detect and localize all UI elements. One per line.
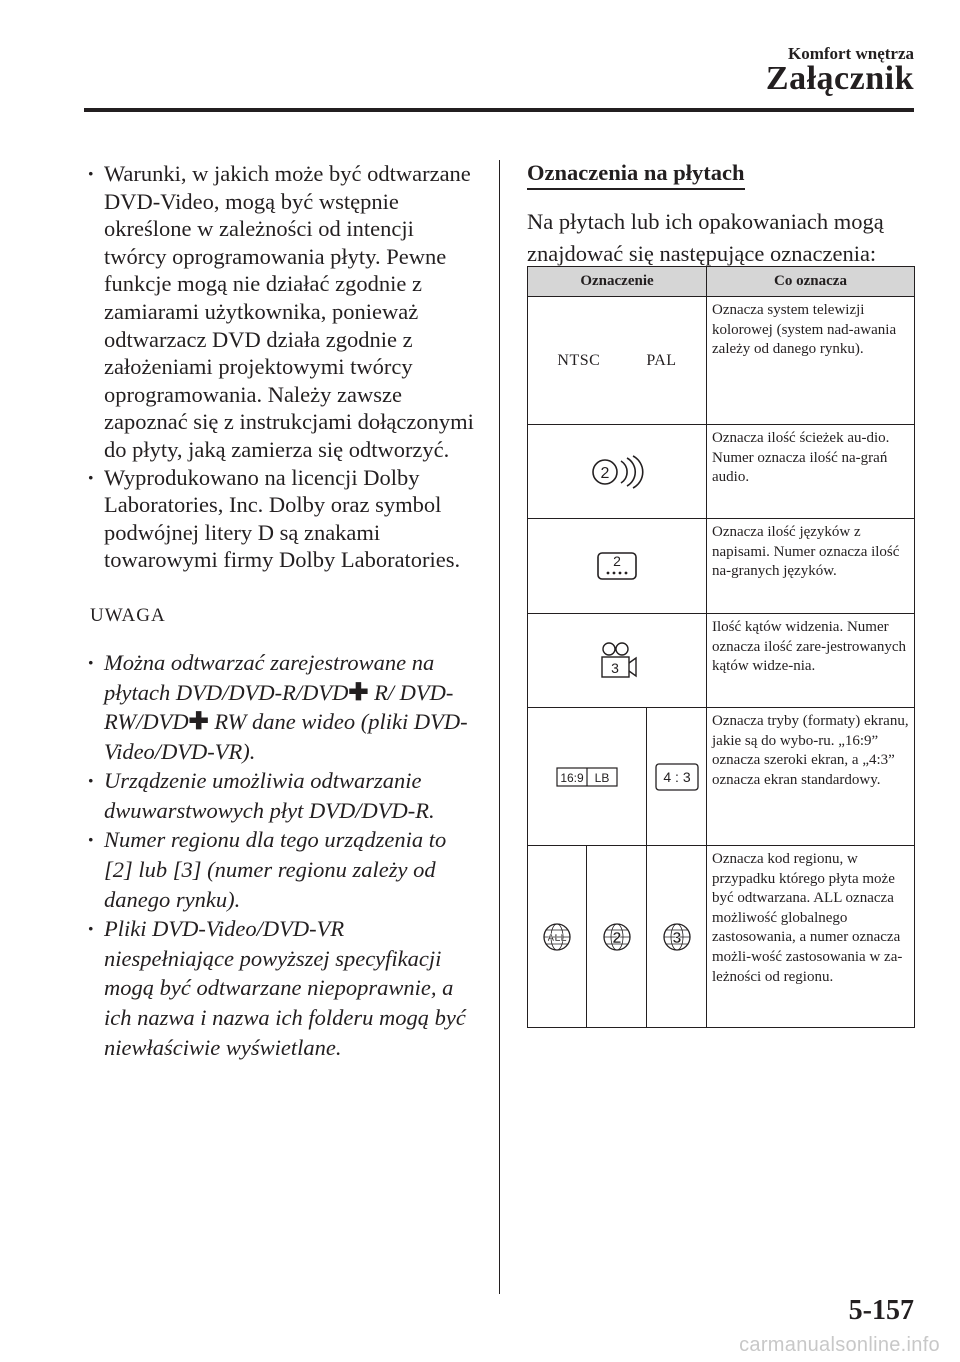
left-column [84,160,479,1062]
description-cell: Oznacza ilość ścieżek au-dio. Numer oznacza ilość na-grań audio. [707,425,915,519]
chapter-title: Załącznik [765,60,914,97]
disc-marks-table [527,266,915,1028]
symbol-cell [528,425,707,519]
ntsc-label: NTSC [557,351,601,369]
table-row [528,519,915,614]
camera-angles-icon [595,641,639,681]
symbol-cell [528,846,587,1028]
note-list [84,648,479,1062]
subtitles-icon [594,551,640,581]
header-rule [84,108,914,112]
section-heading: Oznaczenia na płytach [527,160,745,190]
watermark: carmanualsonline.info [739,1334,940,1356]
section-name: Komfort wnętrza [787,44,914,63]
audio-tracks-icon [589,455,645,489]
standard-label: 4 : 3 [662,768,691,785]
table-row [528,614,915,708]
description-cell: Ilość kątów widzenia. Numer oznacza ilość zare-jestrowanych kątów widze-nia. [707,614,915,708]
plus-icon: ✚ [188,709,209,736]
table-header-row [528,267,915,297]
symbol-cell [528,519,707,614]
note-item: · Urządzenie umożliwia odtwarzanie dwuwarstwowych płyt DVD/DVD-R. [84,766,479,825]
pal-label: PAL [646,351,677,369]
description-cell: Oznacza kod regionu, w przypadku którego płyta może być odtwarzana. ALL oznacza możliwość globalnego zastosowania, a numer oznacza możli-wość zastosowania w za-leżności od regionu. [707,846,915,1028]
symbol-cell [528,297,707,425]
symbol-cell [647,708,707,846]
region-all-globe-icon [542,922,572,952]
region-2-globe-icon [602,922,632,952]
bullet-item: · Warunki, w jakich może być odtwarzane DVD-Video, mogą być wstępnie określone w zależności od intencji twórcy oprogramowania płyty. Pewne funkcje mogą nie działać zgodnie z zamiarami użytkownika, ponieważ odtwarzacz DVD działa zgodnie z założeniami projektowymi twórcy oprogramowania. Należy zawsze zapoznać się z instrukcjami dołączonymi do płyty, jaką zamierza się odtworzyć. [84,160,479,464]
description-cell: Oznacza system telewizji kolorowej (system nad-awania zależy od danego rynku). [707,297,915,425]
symbol-cell [647,846,707,1028]
symbol-cell [528,614,707,708]
bullet-list [84,160,479,574]
symbol-cell [528,708,647,846]
note-item: · Pliki DVD-Video/DVD-VR niespełniające powyższej specyfikacji mogą być odtwarzane niepoprawnie, a ich nazwa i nazwa ich folderu mogą być niewłaściwie wyświetlane. [84,914,479,1062]
plus-icon: ✚ [348,679,369,706]
table-row [528,846,915,1028]
description-cell: Oznacza ilość języków z napisami. Numer oznacza ilość na-granych języków. [707,519,915,614]
note-text: Można odtwarzać zarejestrowane na płytach DVD/DVD-R/DVD [104,649,435,705]
widescreen-lb-icon [556,767,618,787]
right-column [527,160,914,270]
column-divider [499,160,500,1294]
note-item [84,648,479,766]
table-row [528,425,915,519]
symbol-cell [587,846,647,1028]
angle-count: 3 [611,659,619,676]
note-text: R/ DVD-RW/DVD [104,679,454,735]
audio-track-count: 2 [600,464,610,482]
letterbox-label: LB [594,770,610,785]
intro-text: Na płytach lub ich opakowaniach mogą znajdować się następujące oznaczenia: [527,209,884,266]
bullet-item: · Wyprodukowano na licencji Dolby Laboratories, Inc. Dolby oraz symbol podwójnej litery D są znakami towarowymi firmy Dolby Laboratories. [84,464,479,574]
region-all-label: ALL [547,932,567,944]
note-item: · Numer regionu dla tego urządzenia to [2] lub [3] (numer regionu zależy od danego rynku). [84,825,479,914]
table-row [528,708,915,846]
note-text: RW dane wideo (pliki DVD-Video/DVD-VR). [104,709,468,764]
subtitle-count: 2 [613,553,621,569]
column-header: Oznaczenie [528,267,707,297]
region-3-label: 3 [672,929,681,947]
region-2-label: 2 [612,929,621,947]
region-3-globe-icon [662,922,692,952]
standard-screen-icon [655,763,699,791]
table-row [528,297,915,425]
page-number: 5-157 [848,1295,914,1326]
widescreen-label: 16:9 [560,770,584,785]
description-cell: Oznacza tryby (formaty) ekranu, jakie są do wybo-ru. „16:9” oznacza szeroki ekran, a „4:3” oznacza ekran standardowy. [707,708,915,846]
column-header: Co oznacza [707,267,915,297]
note-heading: UWAGA [90,604,166,626]
